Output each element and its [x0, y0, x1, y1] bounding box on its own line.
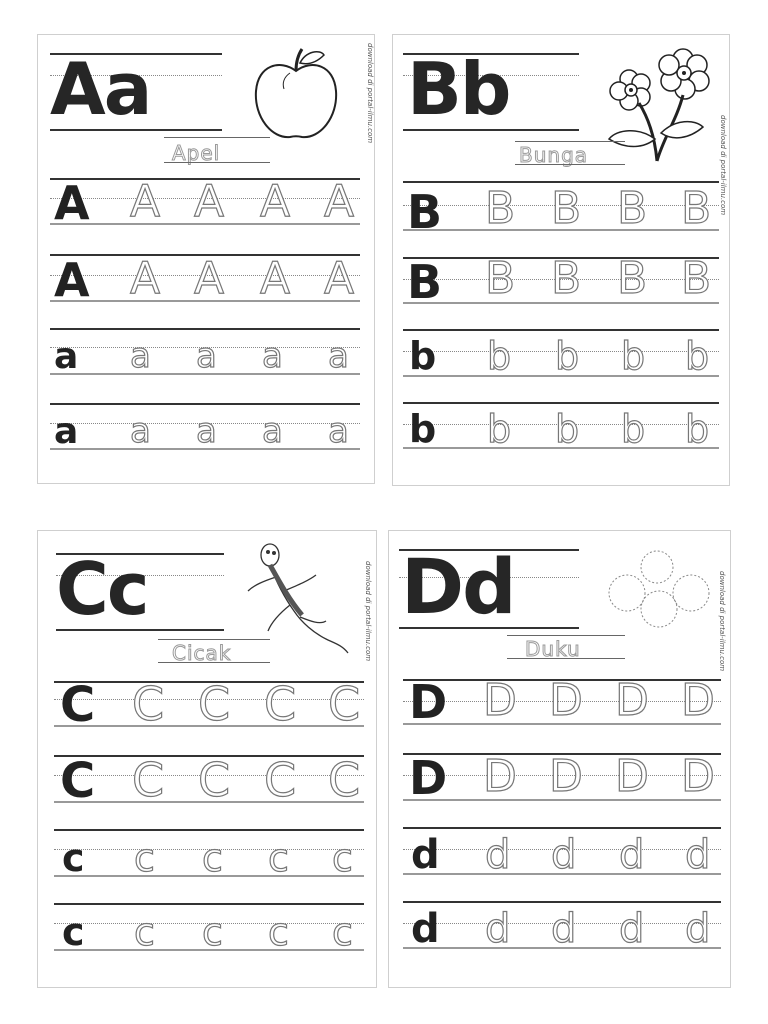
trace-letter: a — [196, 336, 217, 376]
trace-letter: D — [681, 675, 715, 726]
trace-letter: A — [324, 176, 355, 227]
trace-letter: d — [551, 906, 577, 952]
model-letter: d — [411, 906, 440, 952]
trace-letter: A — [194, 176, 225, 227]
trace-letter: d — [685, 906, 711, 952]
apple-icon — [250, 45, 342, 141]
model-letter: A — [54, 176, 90, 230]
worksheet-c — [37, 530, 377, 988]
picture-word: Cicak — [172, 641, 232, 665]
sheet-title: Dd — [401, 542, 515, 631]
flower-icon — [603, 39, 719, 163]
model-letter: c — [62, 910, 85, 954]
trace-letter: C — [132, 753, 165, 807]
trace-letter: d — [619, 832, 645, 878]
sheet-title: Cc — [56, 547, 148, 631]
trace-letter: B — [681, 253, 712, 304]
credit-text: download di portal-ilmu.com — [718, 571, 726, 672]
trace-letter: a — [328, 336, 349, 376]
trace-letter: b — [621, 407, 646, 451]
trace-letter: d — [685, 832, 711, 878]
credit-text: download di portal-ilmu.com — [719, 115, 727, 216]
trace-letter: B — [617, 183, 648, 234]
trace-letter: a — [130, 411, 151, 451]
model-letter: d — [411, 832, 440, 878]
trace-letter: c — [332, 910, 353, 954]
trace-letter: D — [483, 751, 517, 802]
trace-letter: C — [132, 677, 165, 731]
trace-letter: d — [619, 906, 645, 952]
trace-letter: b — [685, 334, 710, 378]
model-letter: A — [54, 253, 90, 307]
trace-letter: B — [485, 183, 516, 234]
model-letter: D — [409, 675, 448, 729]
worksheet-a — [37, 34, 375, 484]
trace-letter: D — [549, 675, 583, 726]
trace-letter: b — [487, 334, 512, 378]
model-letter: a — [54, 411, 79, 452]
trace-letter: d — [485, 906, 511, 952]
trace-letter: D — [549, 751, 583, 802]
trace-letter: A — [260, 176, 291, 227]
sheet-title: Aa — [50, 47, 151, 131]
trace-letter: B — [681, 183, 712, 234]
model-letter: c — [62, 836, 85, 880]
trace-letter: c — [268, 836, 289, 880]
trace-letter: C — [328, 677, 361, 731]
model-letter: C — [60, 677, 96, 733]
trace-letter: A — [194, 253, 225, 304]
trace-letter: c — [202, 910, 223, 954]
trace-letter: c — [332, 836, 353, 880]
picture-word: Bunga — [519, 143, 589, 167]
picture-word: Apel — [172, 141, 221, 165]
trace-letter: A — [130, 176, 161, 227]
model-letter: a — [54, 336, 79, 377]
trace-letter: C — [328, 753, 361, 807]
trace-letter: B — [551, 253, 582, 304]
trace-letter: A — [260, 253, 291, 304]
trace-letter: c — [134, 910, 155, 954]
trace-letter: A — [324, 253, 355, 304]
model-letter: b — [409, 407, 437, 451]
trace-letter: C — [264, 677, 297, 731]
trace-letter: b — [685, 407, 710, 451]
trace-letter: c — [202, 836, 223, 880]
model-letter: C — [60, 753, 96, 809]
sheet-title: Bb — [407, 47, 510, 131]
trace-letter: a — [130, 336, 151, 376]
trace-letter: a — [262, 411, 283, 451]
trace-letter: d — [485, 832, 511, 878]
trace-letter: D — [615, 675, 649, 726]
trace-letter: d — [551, 832, 577, 878]
trace-letter: B — [485, 253, 516, 304]
worksheet-b — [392, 34, 730, 486]
model-letter: b — [409, 334, 437, 378]
gecko-icon — [240, 541, 352, 659]
trace-letter: c — [134, 836, 155, 880]
trace-letter: a — [196, 411, 217, 451]
trace-letter: a — [262, 336, 283, 376]
credit-text: download di portal-ilmu.com — [364, 561, 372, 662]
trace-letter: D — [615, 751, 649, 802]
trace-letter: C — [264, 753, 297, 807]
trace-letter: A — [130, 253, 161, 304]
trace-letter: D — [483, 675, 517, 726]
credit-text: download di portal-ilmu.com — [366, 43, 374, 144]
trace-letter: c — [268, 910, 289, 954]
worksheet-d — [388, 530, 731, 988]
model-letter: B — [407, 255, 443, 309]
model-letter: D — [409, 751, 448, 805]
trace-letter: b — [487, 407, 512, 451]
trace-letter: B — [617, 253, 648, 304]
trace-letter: a — [328, 411, 349, 451]
trace-letter: C — [198, 677, 231, 731]
trace-letter: b — [555, 334, 580, 378]
picture-word: Duku — [525, 637, 581, 661]
trace-letter: B — [551, 183, 582, 234]
duku-fruit-icon — [605, 547, 717, 631]
model-letter: B — [407, 185, 443, 239]
trace-letter: b — [555, 407, 580, 451]
trace-letter: D — [681, 751, 715, 802]
trace-letter: b — [621, 334, 646, 378]
trace-letter: C — [198, 753, 231, 807]
